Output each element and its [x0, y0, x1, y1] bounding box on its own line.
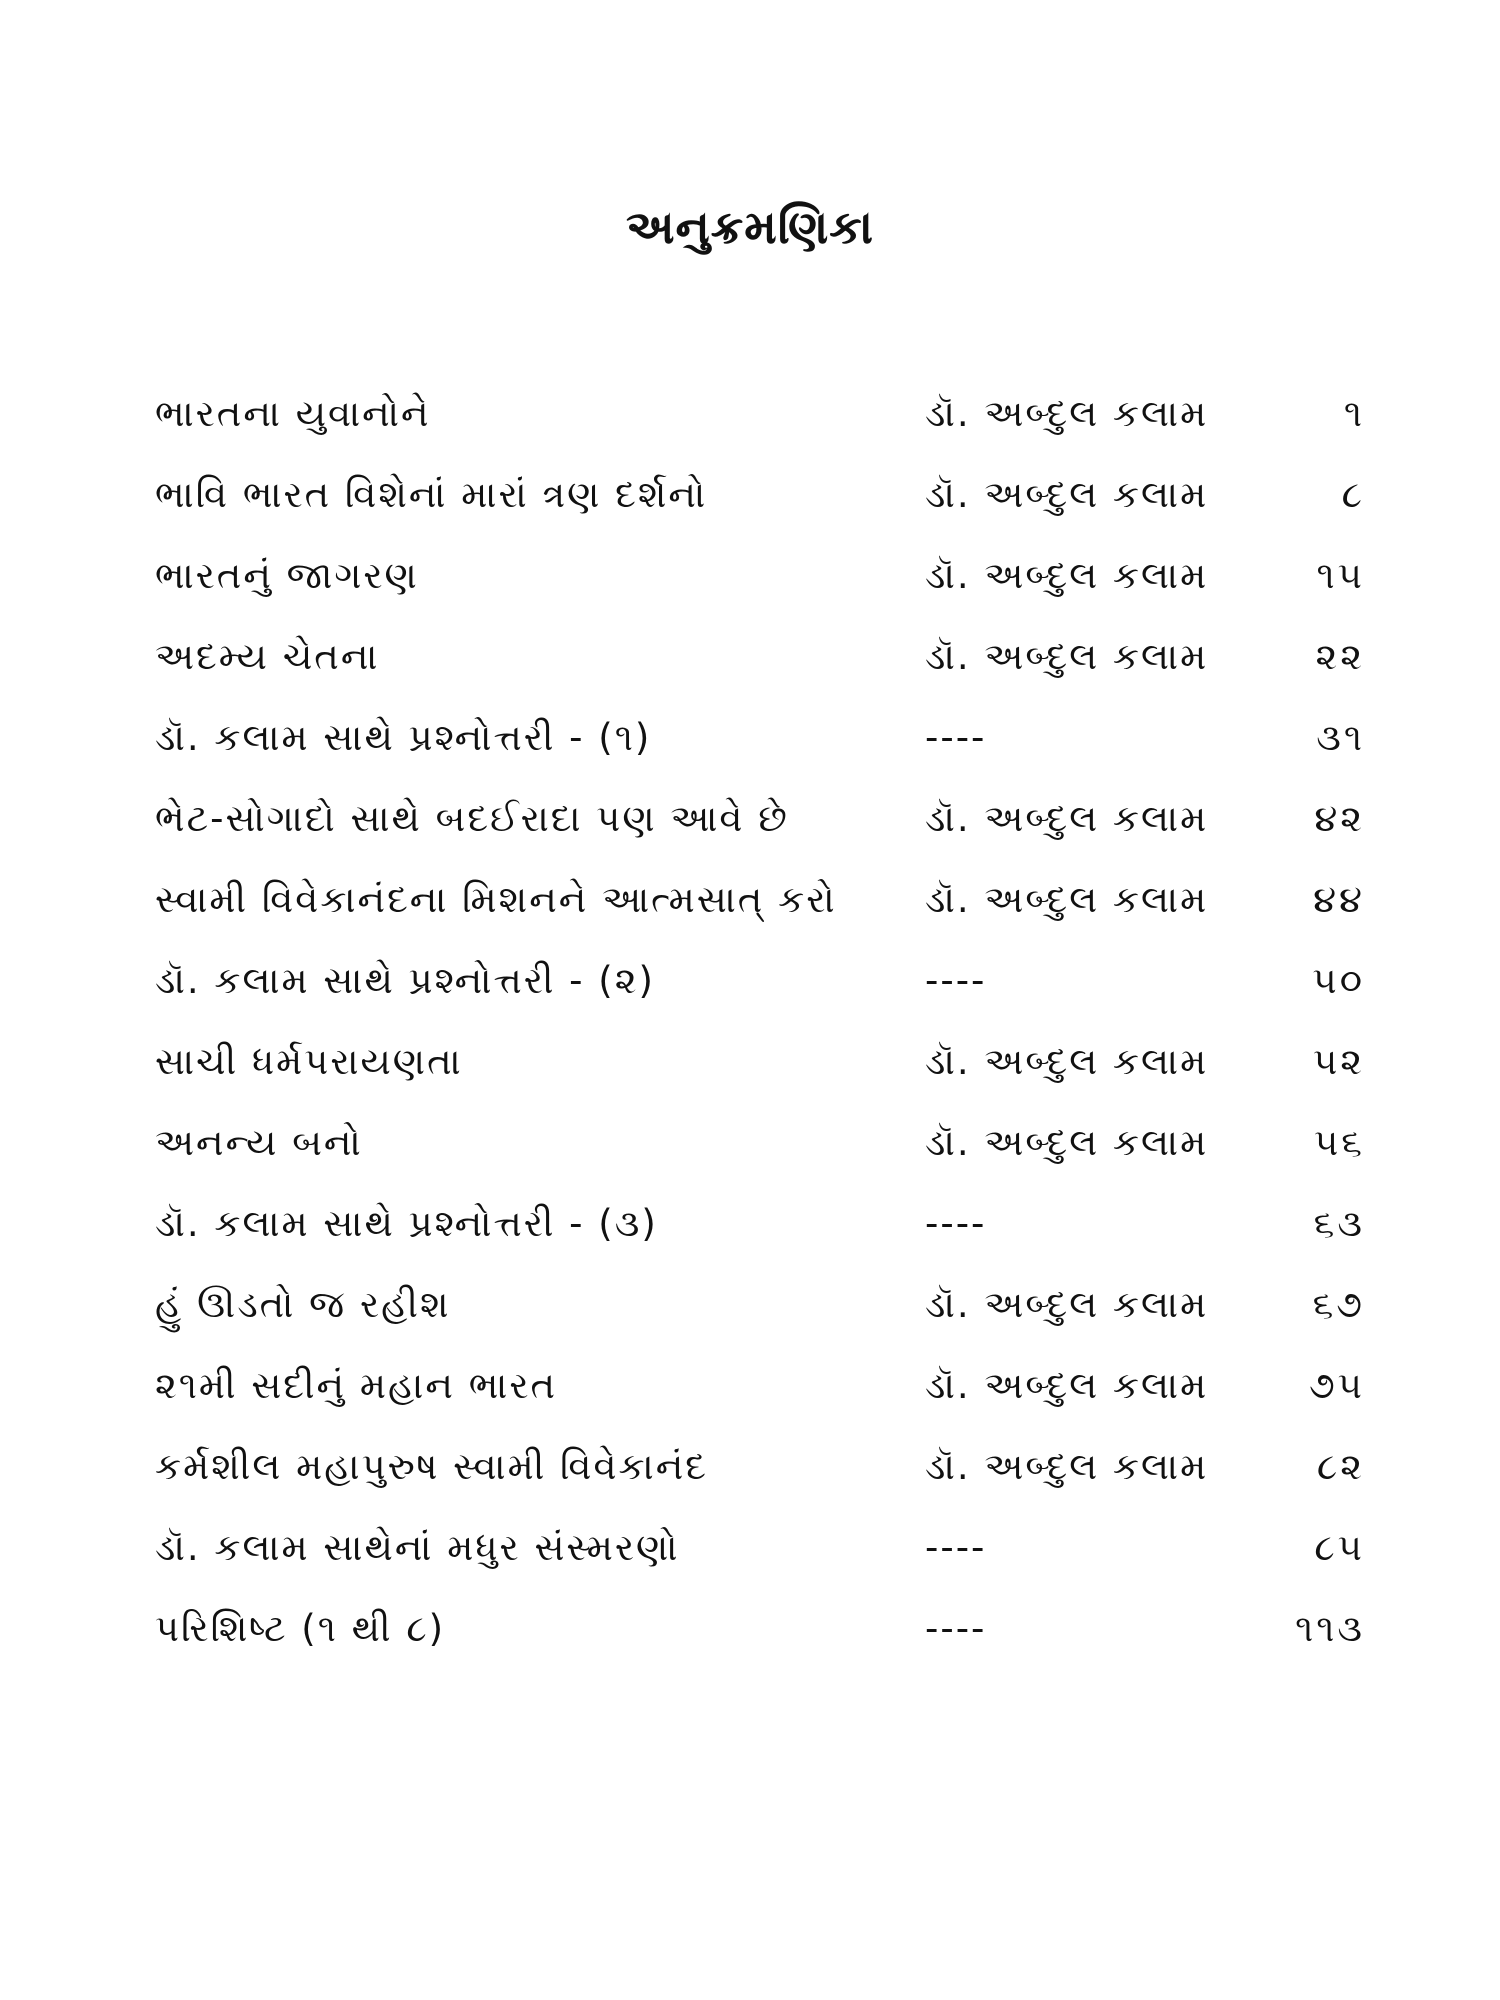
toc-entry-page: ૬૭	[1312, 1283, 1365, 1326]
toc-entry-title: ડૉ. કલામ સાથે પ્રશ્નોત્તરી - (૧)	[155, 716, 652, 759]
toc-entry-page: ૧૧૩	[1295, 1607, 1365, 1650]
toc-entry-author: ડૉ. અબ્દુલ કલામ	[925, 635, 1209, 678]
toc-entry-page: ૨૨	[1315, 635, 1365, 678]
toc-entry-page: ૭૫	[1308, 1364, 1365, 1407]
toc-entry-page: ૮૨	[1316, 1445, 1365, 1488]
toc-entry-title: અદમ્ય ચેતના	[155, 635, 380, 678]
toc-entry-title: ભારતના યુવાનોને	[155, 392, 431, 435]
toc-entry-title: ૨૧મી સદીનું મહાન ભારત	[155, 1364, 558, 1407]
toc-row	[155, 783, 1365, 864]
toc-row	[155, 702, 1365, 783]
toc-row	[155, 1512, 1365, 1593]
toc-entry-title: હું ઊડતો જ રહીશ	[155, 1283, 451, 1326]
toc-entry-page: ૪૪	[1313, 878, 1365, 921]
toc-entry-page: ૮	[1341, 473, 1365, 516]
toc-entry-title: સાચી ધર્મપરાયણતા	[155, 1040, 463, 1083]
toc-entry-page: ૮૫	[1314, 1526, 1365, 1569]
toc-entry-page: ૬૩	[1313, 1202, 1365, 1245]
toc-entry-page: ૧૫	[1316, 554, 1365, 597]
toc-entry-title: સ્વામી વિવેકાનંદના મિશનને આત્મસાત્ કરો	[155, 878, 837, 921]
toc-row	[155, 540, 1365, 621]
toc-row	[155, 459, 1365, 540]
toc-entry-author: ----	[925, 1526, 987, 1569]
toc-entry-author: ડૉ. અબ્દુલ કલામ	[925, 473, 1209, 516]
toc-entry-author: ડૉ. અબ્દુલ કલામ	[925, 1121, 1209, 1164]
toc-entry-author: ડૉ. અબ્દુલ કલામ	[925, 797, 1209, 840]
toc-entry-title: ડૉ. કલામ સાથેનાં મધુર સંસ્મરણો	[155, 1526, 680, 1569]
toc-entry-author: ડૉ. અબ્દુલ કલામ	[925, 1040, 1209, 1083]
toc-entry-author: ડૉ. અબ્દુલ કલામ	[925, 554, 1209, 597]
toc-row	[155, 1431, 1365, 1512]
toc-entry-page: ૫૨	[1312, 1040, 1365, 1083]
toc-row	[155, 1593, 1365, 1674]
toc-entry-author: ડૉ. અબ્દુલ કલામ	[925, 878, 1209, 921]
toc-entry-page: ૫૦	[1312, 959, 1365, 1002]
toc-entry-author: ડૉ. અબ્દુલ કલામ	[925, 1283, 1209, 1326]
toc-entry-page: ૫૬	[1313, 1121, 1365, 1164]
toc-entry-author: ડૉ. અબ્દુલ કલામ	[925, 1364, 1209, 1407]
toc-entry-title: ભેટ-સોગાદો સાથે બદઈરાદા પણ આવે છે	[155, 797, 789, 840]
toc-entry-author: ----	[925, 716, 987, 759]
toc-entry-author: ડૉ. અબ્દુલ કલામ	[925, 392, 1209, 435]
toc-row	[155, 621, 1365, 702]
toc-entry-author: ----	[925, 1202, 987, 1245]
toc-entry-page: ૪૨	[1314, 797, 1365, 840]
toc-entry-page: ૧	[1343, 392, 1365, 435]
toc-row	[155, 864, 1365, 945]
toc-entry-title: અનન્ય બનો	[155, 1121, 363, 1164]
page-title: અનુક્રમણિકા	[625, 200, 874, 254]
toc-row	[155, 1350, 1365, 1431]
toc-entry-title: ભારતનું જાગરણ	[155, 554, 419, 597]
toc-row	[155, 378, 1365, 459]
toc-entry-page: ૩૧	[1316, 716, 1365, 759]
toc-entry-author: ----	[925, 959, 987, 1002]
toc-row	[155, 1107, 1365, 1188]
toc-entry-title: ડૉ. કલામ સાથે પ્રશ્નોત્તરી - (૩)	[155, 1202, 658, 1245]
toc-entry-title: કર્મશીલ મહાપુરુષ સ્વામી વિવેકાનંદ	[155, 1445, 708, 1488]
toc-row	[155, 1188, 1365, 1269]
toc-entry-title: ડૉ. કલામ સાથે પ્રશ્નોત્તરી - (૨)	[155, 959, 655, 1002]
table-of-contents	[155, 378, 1365, 1674]
toc-row	[155, 1026, 1365, 1107]
toc-row	[155, 945, 1365, 1026]
toc-entry-title: પરિશિષ્ટ (૧ થી ૮)	[155, 1607, 446, 1650]
toc-entry-author: ----	[925, 1607, 987, 1650]
toc-row	[155, 1269, 1365, 1350]
toc-entry-author: ડૉ. અબ્દુલ કલામ	[925, 1445, 1209, 1488]
toc-entry-title: ભાવિ ભારત વિશેનાં મારાં ત્રણ દર્શનો	[155, 473, 708, 516]
